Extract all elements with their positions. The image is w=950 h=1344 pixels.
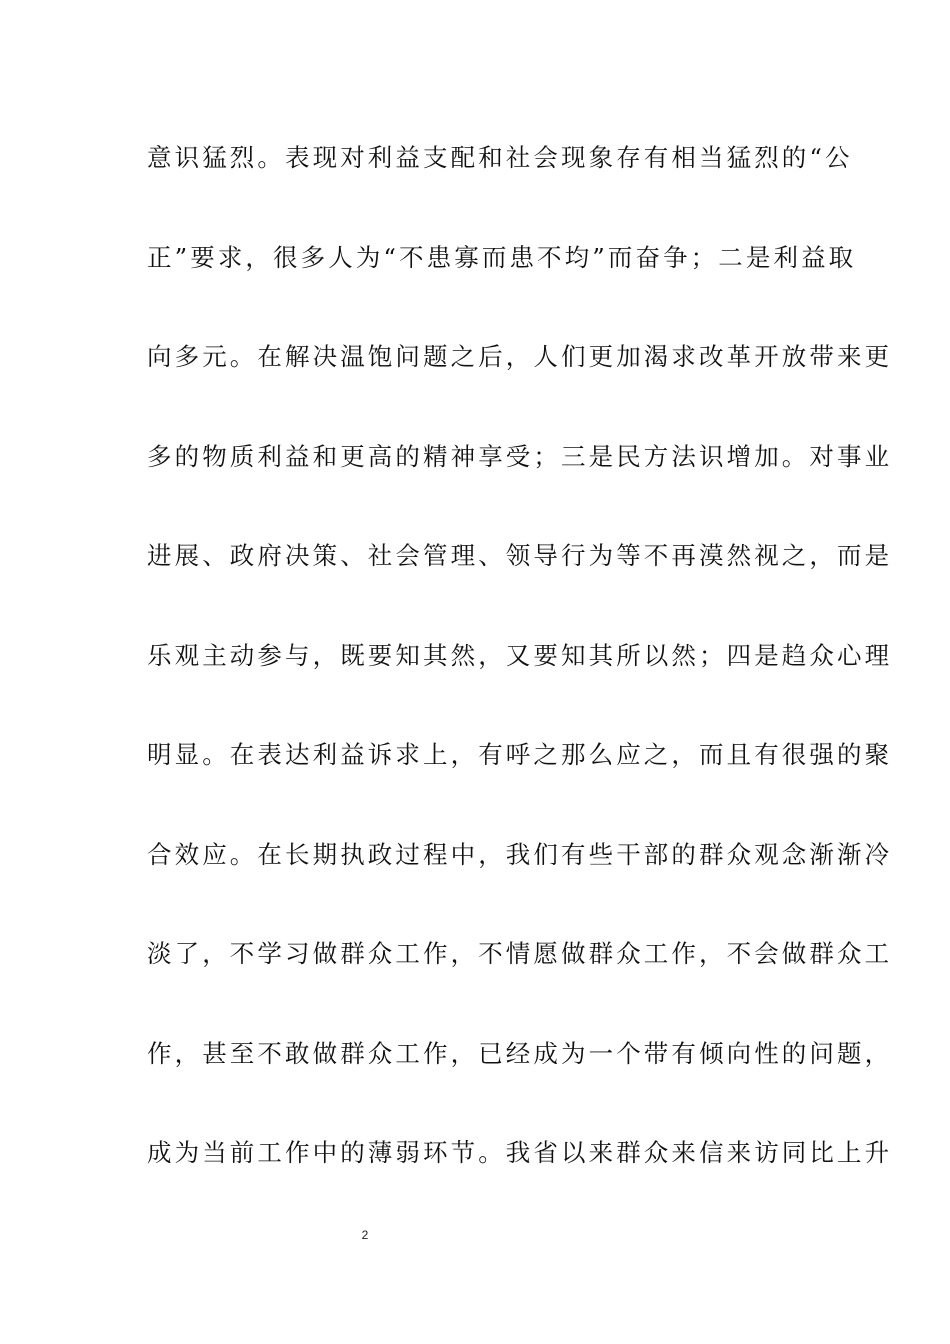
text-line: 成为当前工作中的薄弱环节。我省以来群众来信来访同比上升 xyxy=(147,1138,893,1167)
text-line: 作，甚至不敢做群众工作，已经成为一个带有倾向性的问题， xyxy=(147,1038,893,1068)
text-line: 向多元。在解决温饱问题之后，人们更加渴求改革开放带来更 xyxy=(147,342,893,371)
body-text xyxy=(147,130,893,1225)
text-line: 明显。在表达利益诉求上，有呼之那么应之，而且有很强的聚 xyxy=(147,740,893,769)
page-number: 2 xyxy=(361,1228,369,1242)
text-line: 乐观主动参与，既要知其然，又要知其所以然；四是趋众心理 xyxy=(147,640,893,670)
text-line: 多的物质利益和更高的精神享受；三是民方法识增加。对事业 xyxy=(147,441,893,471)
text-line: 正”要求，很多人为“不患寡而患不均”而奋争；二是利益取 xyxy=(147,242,857,272)
text-line: 进展、政府决策、社会管理、领导行为等不再漠然视之，而是 xyxy=(147,541,893,570)
text-line: 淡了，不学习做群众工作，不情愿做群众工作，不会做群众工 xyxy=(147,939,893,968)
text-line: 合效应。在长期执政过程中，我们有些干部的群众观念渐渐冷 xyxy=(147,839,893,869)
text-line: 意识猛烈。表现对利益支配和社会现象存有相当猛烈的“公 xyxy=(147,143,853,172)
